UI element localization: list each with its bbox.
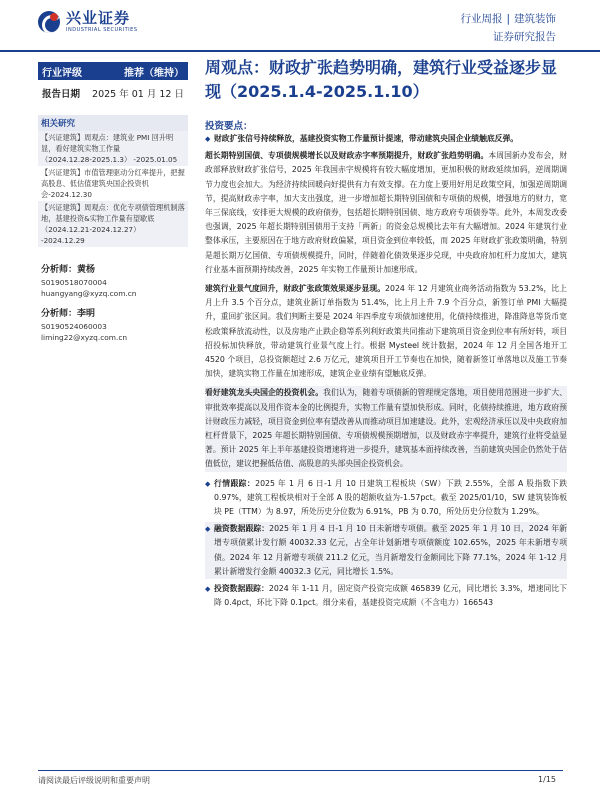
analyst-id: S0190524060003 xyxy=(41,322,107,331)
report-date xyxy=(38,86,188,100)
analyst-name: 分析师：李明 xyxy=(41,309,96,319)
related-link[interactable]: 【兴证建筑】市值管理驱动分红率提升，把握高股息、低估值建筑央国企投资机会-2024.12.30 xyxy=(41,168,185,199)
tag-report-type: 证券研究报告 xyxy=(493,31,556,43)
date-label: 报告日期 xyxy=(42,89,81,100)
footer-divider xyxy=(38,770,563,771)
date-value: 2025 年 01 月 12 日 xyxy=(92,89,184,100)
analyst-name: 分析师：黄杨 xyxy=(41,265,96,275)
analyst-email[interactable]: liming22@xyzq.com.cn xyxy=(41,333,128,342)
paragraph-soe-opportunity: 看好建筑龙头央国企的投资机会。我们认为，随着专项债新的管理规定落地，项目使用范围进一步扩大、审批效率提高以及用作资本金的比例提升，实物工作量有望加快形成。同时，化债持续推进，地方政府预计财政压力减轻，项目资金到位率有望改善从而推动项目加速建设。此外，宏观经济承压以及中央政府加杠杆背景下，2025 年超长期特别国债、专项债规模预期增加，以及财政赤字率提升，建筑行业将受益显著。预计 2025 年上半年基建投资增速将进一步提升，建筑基本面持续改善，当前建筑央国企仍然处于估值低位，建议把握低估值、高股息的头部央国企投资机会。 xyxy=(205,386,567,471)
industry-rating xyxy=(38,62,188,80)
report-tags: 行业周报 | 建筑装饰 证券研究报告 xyxy=(460,10,556,46)
related-research-title: 相关研究 xyxy=(38,115,188,131)
report-title: 周观点：财政扩张趋势明确，建筑行业受益逐步显现（2025.1.4-2025.1.10） xyxy=(205,58,558,101)
related-research-list xyxy=(38,131,188,247)
analyst-block xyxy=(38,307,188,343)
tag-weekly: 行业周报 xyxy=(460,13,503,25)
bullet-financing-tracking: ◆ 融资数据跟踪：2025 年 1 月 4 日-1 月 10 日未新增专项债。截至 2025 年 1 月 10 日，2024 年新增专项债累计发行额 40032.33 亿元，占全年计划新增专项债额度 102.65%，2025 年未新增专项债。2024 年 12 月新增专项债 211.2 亿元，当月新增发行金额同比下降 77.1%，2024 年 1-12 月累计新增发行金额 40032.3 亿元，同比增长 1.5%。 xyxy=(205,522,567,579)
related-link[interactable]: 【兴证建筑】周观点：优化专项债管理机制落地，基建投资&实物工作量有望歇底（2024.12.21-2024.12.27） -2024.12.29 xyxy=(38,201,188,247)
logo-name-cn: 兴业证券 xyxy=(66,9,131,27)
investment-points-title: 投资要点： xyxy=(205,121,253,132)
bullet-investment-tracking: ◆ 投资数据跟踪：2024 年 1-11 月，固定资产投资完成额 465839 亿元，同比增长 3.3%，增速同比下降 0.4pct，环比下降 0.1pct。细分来看，基建投资完成额（不含电力）166543 xyxy=(205,582,567,610)
rating-value: 推荐（维持） xyxy=(124,67,184,79)
analyst-id: S0190518070004 xyxy=(41,278,107,287)
logo-mark-icon xyxy=(38,11,60,33)
header-divider xyxy=(0,50,600,52)
report-body xyxy=(205,132,567,614)
logo-name-en: INDUSTRIAL SECURITIES xyxy=(66,27,138,33)
tag-industry: 建筑装饰 xyxy=(514,13,556,25)
company-logo xyxy=(38,10,138,34)
page-number: 1/15 xyxy=(538,775,556,784)
paragraph-fiscal-expansion: 超长期特别国债、专项债规模增长以及财政赤字率预期提升，财政扩张趋势明确。本周国新办发布会，财政部释放财政扩张信号，2025 年我国赤字规模将有较大幅度增加，更加积极的财政延续加码，逆周期调节力度也会加大。为经济持续回暖向好提供有力有效支撑。在力度上要用好用足政策空间，加强逆周期调节，提高财政赤字率，加大支出强度，进一步增加超长期特别国债和专项债的规模，增强地方的财力，宽年三保底线，安排更大规模的政府债券，包括超长期特别国债、地方政府专项债券等。此外，本周发改委也强调，2025 年超长期特别国债用于支持「两新」的资金总规模比去年有大幅增加。2024 年建筑行业整体承压，主要原因在于地方政府财政偏紧，项目资金到位率较低，而 2025 年财政扩张政策明确，特别是超长期万亿国债、专项债规模提升，同时，伴随着化债效果逐步兑现，中央政府加杠杆力度加大，建筑行业基本面预期持续改善，2025 年实物工作量预计加速形成。 xyxy=(205,151,567,274)
related-link[interactable]: 【兴证建筑】周观点：建筑业 PMI 回升明显，看好建筑实物工作量 （2024.12.28-2025.1.3） -2025.01.05 xyxy=(38,131,188,166)
paragraph-industry-prosperity: 建筑行业景气度回升，财政扩张政策效果逐步显现。2024 年 12 月建筑业商务活动指数为 53.2%，比上月上升 3.5 个百分点，建筑业新订单指数为 51.4%，比上月上升 7.9 个百分点，新签订单 PMI 大幅提升，重回扩张区间。我们判断主要是 2024 年四季度专项债加速使用，化债持续推进，降准降息等货币宽松政策释放流动性，以及房地产止跌企稳等系列利好政策共同推动下建筑项目资金到位率有所好转，项目招投标加快释放，带动建筑行业景气度上行。根据 Mysteel 统计数据，2024 年 12 月全国各地开工 4520 个项目，总投资额超过 2.6 万亿元，建筑项目开工节奏也在加快，随着新签订单落地以及施工节奏加快，建筑实物工作量在加速形成，建筑企业业绩有望触底反弹。 xyxy=(205,284,568,379)
analyst-block xyxy=(38,263,188,299)
footer-disclaimer: 请阅读最后评级说明和重要声明 xyxy=(38,776,150,785)
analyst-email[interactable]: huangyang@xyzq.com.cn xyxy=(41,289,137,298)
bullet-market-tracking: ◆ 行情跟踪：2025 年 1 月 6 日-1 月 10 日建筑工程板块（SW）下跌 2.55%，全部 A 股指数下跌 0.97%，建筑工程板块相对于全部 A 股的超额收益为-1.57pct。截至 2025/01/10，SW 建筑装饰板块 PE（TTM）为 8.97，所处历史分位数为 6.91%，PB 为 0.70，所处历史分位数为 1.29%。 xyxy=(205,477,567,520)
rating-label: 行业评级 xyxy=(42,67,82,79)
bullet-summary: ◆ 财政扩张信号持续释放，基建投资实物工作量预计提速，带动建筑央国企业绩触底反弹。 xyxy=(205,132,567,146)
